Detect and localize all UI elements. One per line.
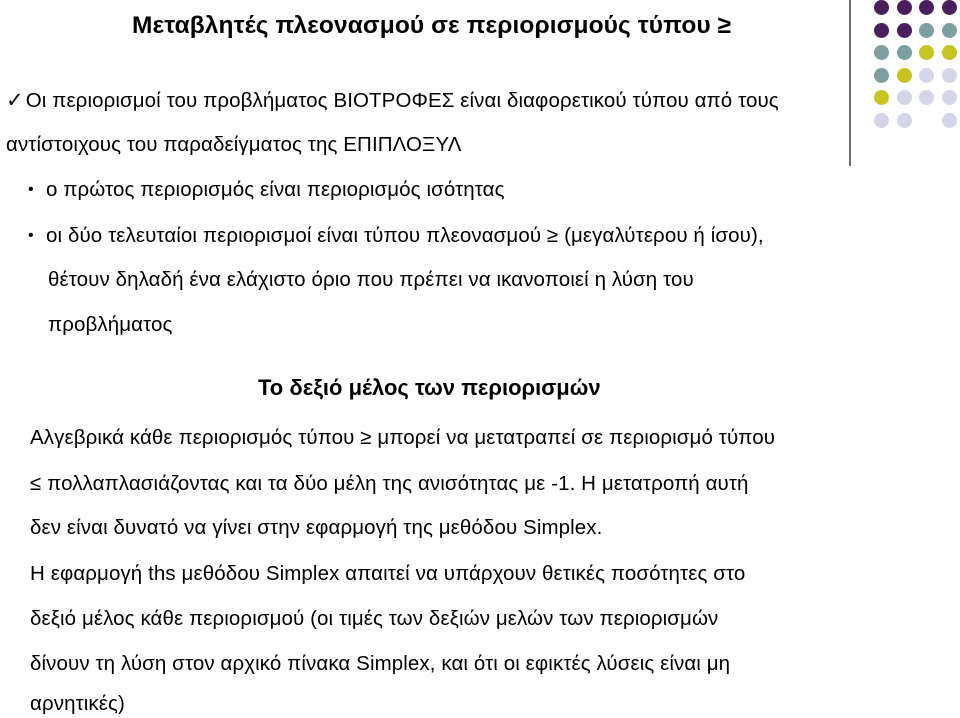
paragraph1-line-2: ≤ πολλαπλασιάζοντας και τα δύο μέλη της ανισότητας με -1. Η μετατροπή αυτή [30, 472, 749, 495]
paragraph2-line-2: δεξιό μέλος κάθε περιορισμού (οι τιμές των δεξιών μελών των περιορισμών [30, 607, 719, 630]
slide-title: Μεταβλητές πλεονασμού σε περιορισμούς τύπου ≥ [132, 12, 732, 39]
divider-line [849, 0, 851, 166]
decorative-dot [897, 68, 912, 83]
decorative-dot [874, 90, 889, 105]
decorative-dot [942, 68, 957, 83]
decorative-dot [942, 45, 957, 60]
decorative-dot [919, 23, 934, 38]
bullet-item-2 [28, 224, 764, 248]
paragraph1-line-3: δεν είναι δυνατό να γίνει στην εφαρμογή της μεθόδου Simplex. [30, 516, 603, 539]
decorative-dot [897, 113, 912, 128]
decorative-dot [897, 90, 912, 105]
decorative-dot [897, 0, 912, 15]
bullet-continuation-1: θέτουν δηλαδή ένα ελάχιστο όριο που πρέπει να ικανοποιεί η λύση του [48, 268, 694, 291]
decorative-dot [919, 0, 934, 15]
decorative-dot [919, 45, 934, 60]
paragraph2-line-1: Η εφαρμογή ths μεθόδου Simplex απαιτεί να υπάρχουν θετικές ποσότητες στο [30, 562, 746, 585]
decorative-dot [874, 68, 889, 83]
bullet-text-2: οι δύο τελευταίοι περιορισμοί είναι τύπου πλεονασμού ≥ (μεγαλύτερου ή ίσου), [46, 224, 764, 247]
decorative-dot [942, 90, 957, 105]
paragraph2-line-3: δίνουν τη λύση στον αρχικό πίνακα Simplex, και ότι οι εφικτές λύσεις είναι μη [30, 652, 731, 675]
decorative-dot [897, 23, 912, 38]
decorative-dot [942, 23, 957, 38]
decorative-dot-grid [866, 0, 960, 140]
section-heading: Το δεξιό μέλος των περιορισμών [258, 375, 601, 400]
intro-line-1 [6, 88, 779, 113]
bullet-icon: • [28, 181, 34, 198]
bullet-text-1: ο πρώτος περιορισμός είναι περιορισμός ισότητας [46, 178, 505, 201]
decorative-dot [919, 68, 934, 83]
decorative-dot [942, 113, 957, 128]
bullet-icon: • [28, 227, 34, 244]
intro-line-2: αντίστοιχους του παραδείγματος της ΕΠΙΠΛΟΞΥΛ [6, 133, 462, 156]
decorative-dot [897, 45, 912, 60]
decorative-dot [874, 0, 889, 15]
paragraph1-line-1: Αλγεβρικά κάθε περιορισμός τύπου ≥ μπορεί να μετατραπεί σε περιορισμό τύπου [30, 426, 776, 449]
decorative-dot [874, 45, 889, 60]
decorative-dot [942, 0, 957, 15]
decorative-dot [874, 113, 889, 128]
bullet-continuation-2: προβλήματος [48, 313, 173, 336]
bullet-item-1 [28, 178, 505, 202]
decorative-dot [919, 90, 934, 105]
paragraph2-line-4: αρνητικές) [30, 692, 125, 715]
intro-text-1: Οι περιορισμοί του προβλήματος ΒΙΟΤΡΟΦΕΣ είναι διαφορετικού τύπου από τους [25, 89, 779, 112]
checkmark-icon: ✓ [6, 89, 24, 112]
decorative-dot [874, 23, 889, 38]
